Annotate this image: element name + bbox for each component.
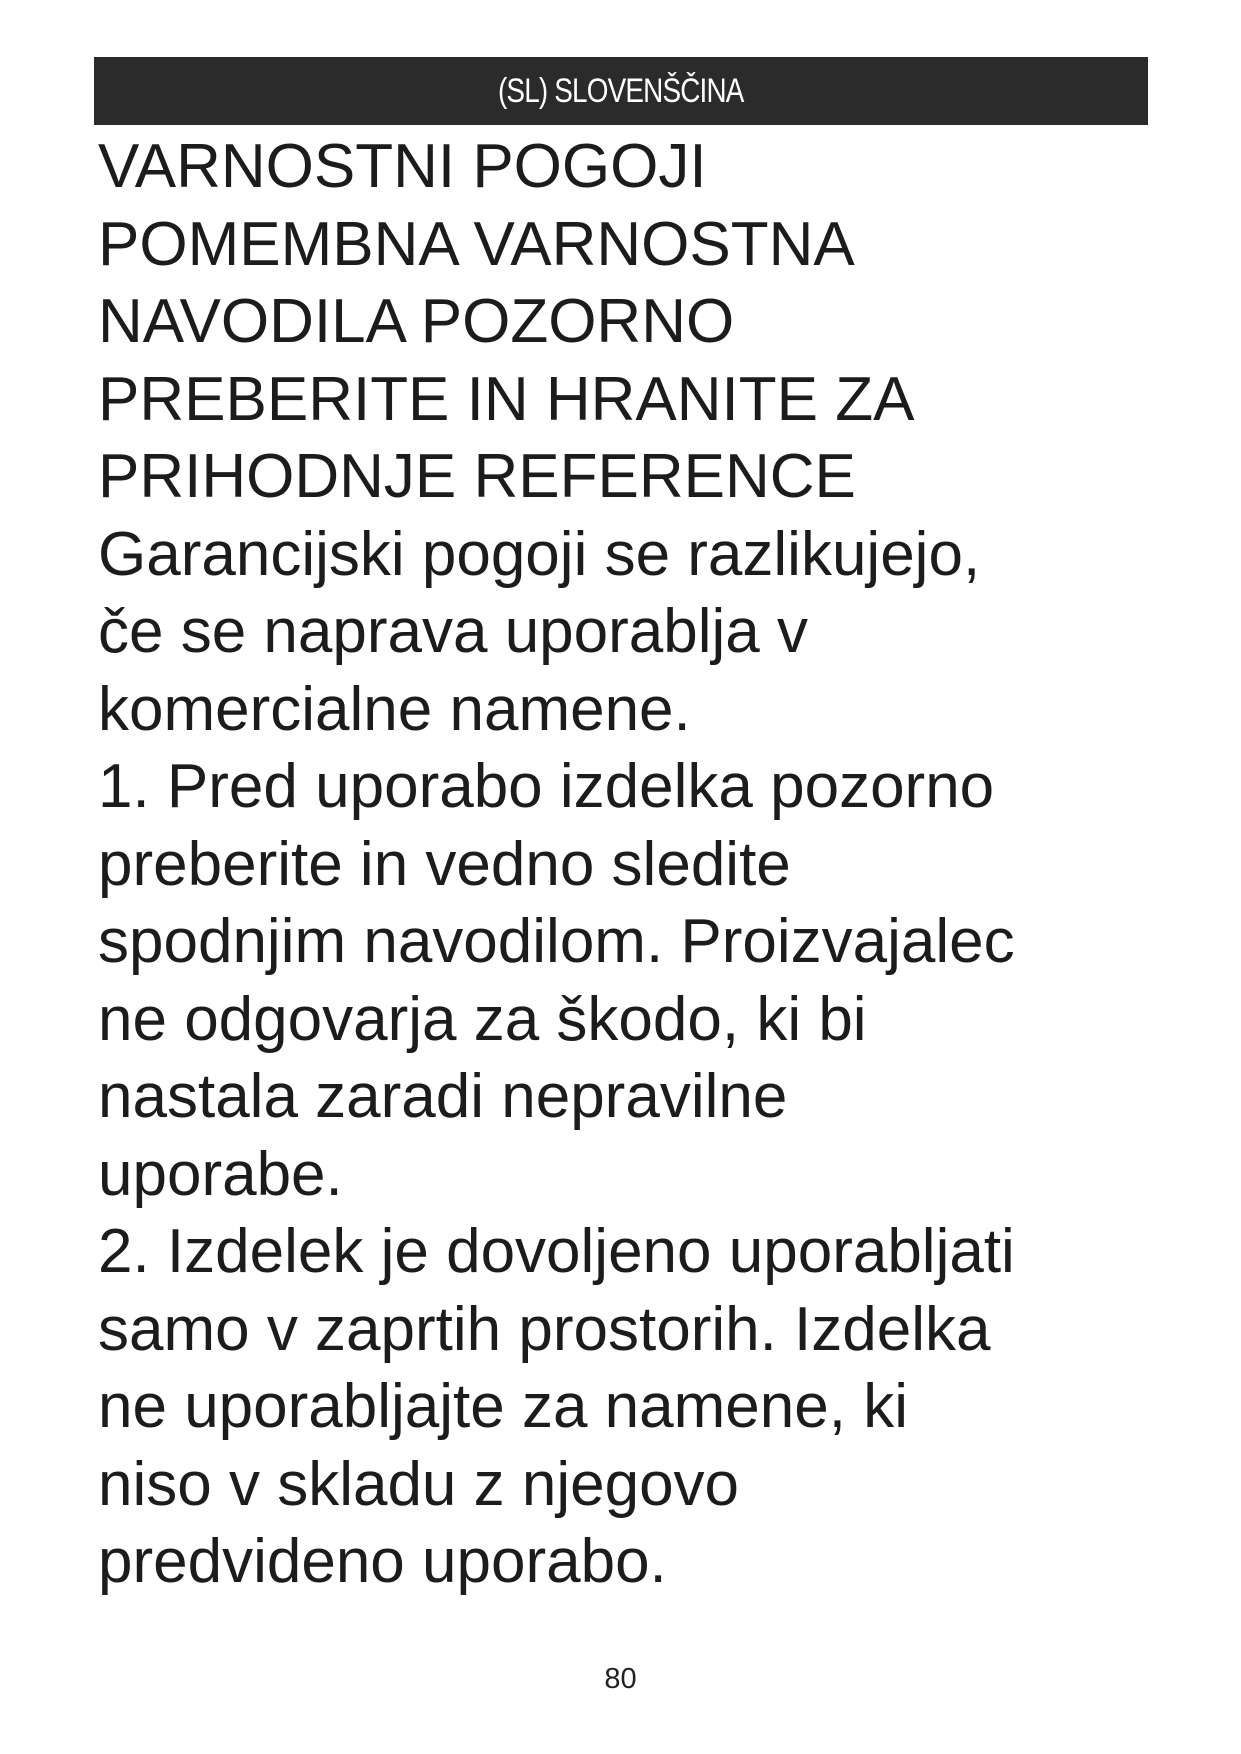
instruction-line: nastala zaradi nepravilne — [98, 1062, 788, 1131]
instruction-line: ne uporabljajte za namene, ki — [98, 1372, 908, 1441]
instruction-line: samo v zaprtih prostorih. Izdelka — [98, 1294, 991, 1364]
instruction-item-2 — [98, 1213, 1150, 1601]
heading-line: POMEMBNA VARNOSTNA — [98, 209, 855, 279]
warranty-note — [98, 516, 1150, 749]
language-header-bar — [94, 57, 1148, 125]
instruction-line: 1. Pred uporabo izdelka pozorno — [98, 752, 995, 821]
instruction-line: predvideno uporabo. — [98, 1527, 667, 1596]
safety-heading — [98, 128, 1150, 516]
language-label: (SL) SLOVENŠČINA — [498, 71, 744, 110]
heading-line: VARNOSTNI POGOJI — [98, 132, 707, 201]
page-number: 80 — [604, 1663, 637, 1695]
instruction-line: 2. Izdelek je dovoljeno uporabljati — [98, 1217, 1015, 1286]
instruction-line: niso v skladu z njegovo — [98, 1449, 740, 1519]
warranty-line: če se naprava uporablja v — [98, 597, 809, 666]
instruction-line: ne odgovarja za škodo, ki bi — [98, 984, 867, 1054]
heading-line: PREBERITE IN HRANITE ZA — [98, 364, 915, 434]
instruction-item-1 — [98, 748, 1150, 1213]
heading-line: NAVODILA POZORNO — [98, 287, 735, 356]
warranty-line: komercialne namene. — [98, 674, 691, 744]
warranty-line: Garancijski pogoji se razlikujejo, — [98, 519, 981, 589]
instruction-line: spodnjim navodilom. Proizvajalec — [98, 907, 1015, 976]
instruction-line: preberite in vedno sledite — [98, 829, 791, 899]
manual-page-content — [98, 128, 1150, 1601]
instruction-line: uporabe. — [98, 1139, 343, 1209]
heading-line: PRIHODNJE REFERENCE — [98, 442, 856, 511]
